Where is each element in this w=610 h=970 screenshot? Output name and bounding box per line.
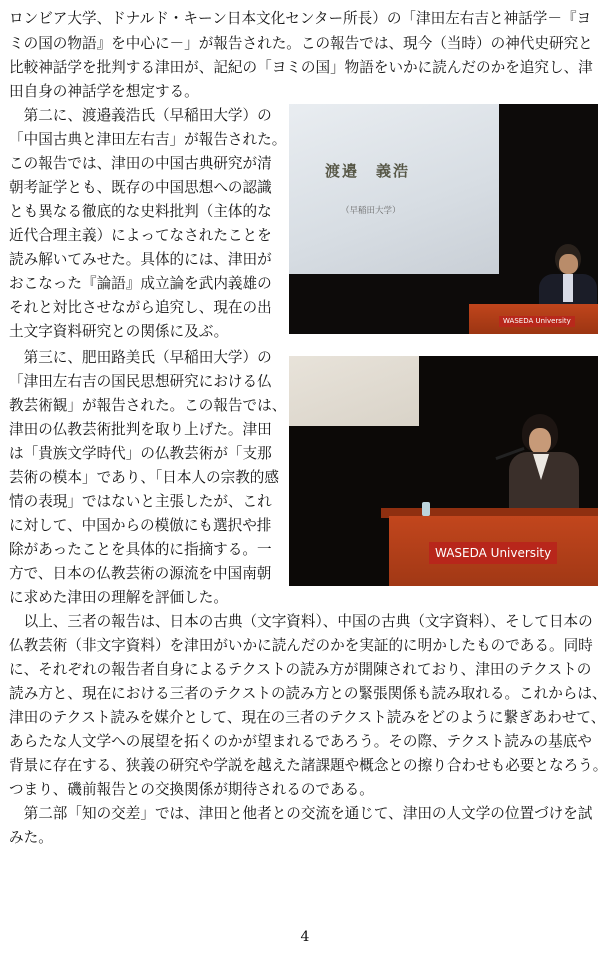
photo-speaker-watanabe (289, 104, 598, 334)
body-text-line: 読み解いてみせた。具体的には、津田が (9, 251, 272, 268)
body-text-line: みた。 (9, 829, 53, 846)
body-text-line: 背景に存在する、狭義の研究や学説を越えた諸課題や概念との擦り合わせも必要となろう。 (9, 757, 608, 774)
body-text-line: 情の表現」ではないと主張したが、これ (9, 493, 272, 510)
slide-speaker-name: 渡邉 義浩 (325, 162, 411, 180)
speaker-shirt (563, 274, 573, 302)
body-text-line: に求めた津田の理解を評価した。 (9, 589, 228, 606)
body-text-line: 田自身の神話学を想定する。 (9, 83, 199, 100)
body-text-line: あらたな人文学への展望を拓くのかが望まれるであろう。その際、テクスト読みの基底や (9, 733, 592, 750)
body-text-line: に、それぞれの報告者自身によるテクストの読み方が開陳されており、津田のテクストの (9, 661, 592, 678)
body-text-line: に対して、中国からの模倣にも選択や排 (9, 517, 272, 534)
speaker-face (559, 254, 578, 274)
body-text-line: 「中国古典と津田左右吉」が報告された。 (9, 131, 287, 148)
body-text-line: 第二に、渡邉義浩氏（早稲田大学）の (9, 107, 272, 124)
projection-screen (289, 104, 499, 274)
body-text-line: 第三に、肥田路美氏（早稲田大学）の (9, 349, 272, 366)
speaker-face (529, 428, 551, 454)
body-text-line: それと対比させながら追究し、現在の出 (9, 299, 272, 316)
body-text-line: 朝考証学とも、既存の中国思想への認識 (9, 179, 272, 196)
body-text-line: 方で、日本の仏教芸術の源流を中国南朝 (9, 565, 272, 582)
slide-affiliation: （早稲田大学） (341, 206, 401, 216)
body-text-line: 除があったことを具体的に指摘する。一 (9, 541, 272, 558)
body-text-line: 「津田左右吉の国民思想研究における仏 (9, 373, 272, 390)
body-text-line: 第二部「知の交差」では、津田と他者との交流を通じて、津田の人文学の位置づけを試 (9, 805, 593, 822)
lectern-sign: WASEDA University (429, 542, 557, 564)
body-text-line: おこなった『論語』成立論を武内義雄の (9, 275, 272, 292)
body-text-line: 津田の仏教芸術批判を取り上げた。津田 (9, 421, 272, 438)
body-text-line: つまり、磯前報告との交換関係が期待されるのである。 (9, 781, 374, 798)
body-text-line: 津田のテクスト読みを媒介として、現在の三者のテクスト読みをどのように繋ぎあわせて、 (9, 709, 606, 726)
body-text-line: は「貴族文学時代」の仏教芸術が「支那 (9, 445, 272, 462)
body-text-line: 読み方と、現在における三者のテクストの読み方との緊張関係も読み取れる。これからは、 (9, 685, 607, 702)
body-text-line: この報告では、津田の中国古典研究が清 (9, 155, 272, 172)
photo-speaker-hida (289, 356, 598, 586)
projection-screen (289, 356, 419, 426)
body-text-line: 比較神話学を批判する津田が、記紀の「ヨミの国」物語をいかに読んだのかを追究し、津 (9, 59, 593, 76)
body-text-line: 近代合理主義）によってなされたことを (9, 227, 272, 244)
body-text-line: ロンビア大学、ドナルド・キーン日本文化センター所長）の「津田左右吉と神話学－『ヨ (9, 10, 592, 27)
body-text-line: 土文字資料研究との関係に及ぶ。 (9, 323, 229, 340)
body-text-line: ミの国の物語』を中心に－」が報告された。この報告では、現今（当時）の神代史研究と (9, 35, 593, 52)
body-text-line: 芸術の模本」であり、「日本人の宗教的感 (9, 469, 279, 486)
body-text-line: 教芸術観」が報告された。この報告では、 (9, 397, 287, 414)
body-text-line: 仏教芸術（非文字資料）を津田がいかに読んだのかを実証的に明かしたものである。同時 (9, 637, 593, 654)
body-text-line: とも異なる徹底的な史料批判（主体的な (9, 203, 272, 220)
body-text-line: 以上、三者の報告は、日本の古典（文字資料）、中国の古典（文字資料）、そして日本の (9, 613, 593, 630)
lectern-sign: WASEDA University (499, 316, 575, 327)
water-bottle (422, 502, 430, 516)
page-number: 4 (300, 929, 310, 945)
